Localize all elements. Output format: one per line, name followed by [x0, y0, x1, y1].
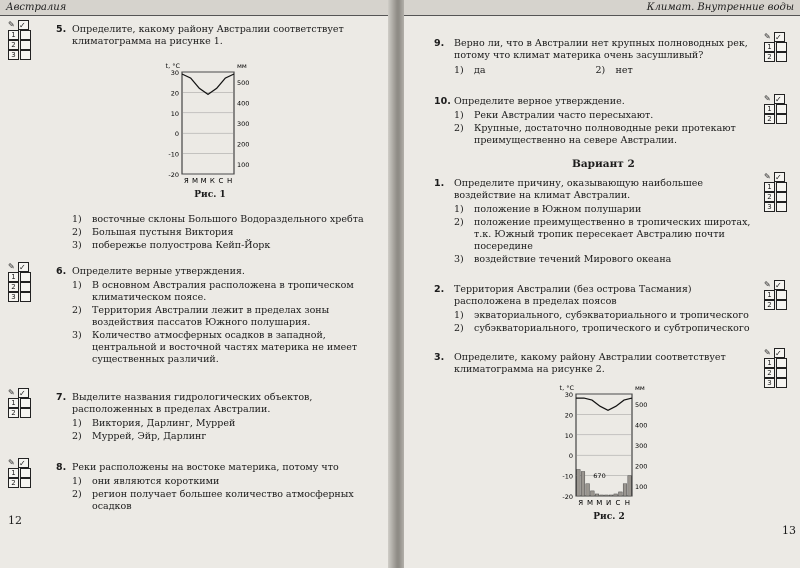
answer-box[interactable]	[20, 468, 31, 478]
figure-2-caption: Рис. 2	[593, 512, 625, 522]
option[interactable]: 1) они являются короткими	[72, 476, 220, 487]
y2-tick-label: 300	[237, 120, 250, 128]
answer-box[interactable]	[20, 40, 31, 50]
pencil-icon: ✎	[8, 20, 15, 29]
month-label: Н	[227, 177, 233, 185]
y-tick-label: 20	[564, 411, 573, 420]
answer-box[interactable]	[776, 42, 787, 52]
precipitation-bar	[581, 472, 585, 496]
question-text: Определите, какому району Австралии соответствует климатограмма на рисунке 2.	[454, 352, 726, 375]
pencil-icon: ✎	[764, 94, 771, 103]
y2-tick-label: 200	[237, 140, 250, 149]
precipitation-bar	[609, 495, 613, 496]
month-label: К	[209, 177, 215, 185]
month-label: Н	[624, 499, 630, 507]
y-tick-label: -10	[562, 472, 573, 481]
y2-axis-label: мм	[237, 62, 247, 70]
answer-box[interactable]	[776, 358, 787, 368]
temperature-line	[182, 74, 234, 94]
checkbox-icon[interactable]: ✓	[774, 32, 785, 42]
option[interactable]: 2) Муррей, Эйр, Дарлинг	[72, 431, 207, 442]
option[interactable]: 1) экваториального, субэкваториального и тропического	[454, 310, 749, 321]
precipitation-bar	[586, 484, 590, 496]
precipitation-bar	[628, 476, 632, 496]
question-text: Определите верное утверждение.	[454, 96, 625, 107]
y2-tick-label: 100	[635, 482, 648, 491]
precipitation-bar	[591, 491, 595, 496]
option[interactable]: 1) Виктория, Дарлинг, Муррей	[72, 418, 236, 429]
pencil-icon: ✎	[764, 348, 771, 357]
option[interactable]: 2) Крупные, достаточно полноводные реки протекают преимущественно на севере Австралии.	[454, 123, 736, 146]
climatogram-figure-1	[150, 58, 270, 188]
answer-box[interactable]	[776, 300, 787, 310]
month-label: С	[218, 177, 224, 185]
y-tick-label: -10	[168, 150, 179, 159]
question-8: 8. Реки расположены на востоке материка, потому что 1) они являются короткими 2) регион получает большее количество атмосферных осадков	[56, 462, 374, 513]
question-text: Определите верные утверждения.	[72, 266, 245, 277]
y-tick-label: -20	[168, 171, 179, 179]
answer-box[interactable]	[776, 182, 787, 192]
month-label: Я	[183, 177, 189, 185]
answer-box[interactable]	[20, 398, 31, 408]
y-tick-label: 10	[170, 109, 179, 118]
precipitation-bar	[605, 495, 609, 496]
month-label: И	[606, 499, 612, 507]
question-text: Определите причину, оказывающую наибольшее воздействие на климат Австралии.	[454, 178, 703, 201]
answer-marks-q10: ✎ ✓ 1 2	[764, 94, 794, 124]
month-label: С	[615, 499, 621, 507]
option[interactable]: 2) субэкваториального, тропического и субтропического	[454, 323, 750, 334]
checkbox-icon[interactable]: ✓	[18, 458, 29, 468]
annual-precip-label: 670	[593, 472, 606, 480]
question-v2-1: 1. Определите причину, оказывающую наибольшее воздействие на климат Австралии. 1) положение в Южном полушарии 2) положение преимущественно в тропических широтах, т.к. Южный тропик пересекает Австралию почти посередине 3) воздействие течений Мирового океана	[434, 178, 754, 266]
pencil-icon: ✎	[8, 388, 15, 397]
checkbox-icon[interactable]: ✓	[18, 20, 29, 30]
pencil-icon: ✎	[764, 32, 771, 41]
answer-box[interactable]	[776, 192, 787, 202]
pencil-icon: ✎	[764, 280, 771, 289]
option[interactable]: 2) регион получает большее количество атмосферных осадков	[72, 489, 354, 512]
checkbox-icon[interactable]: ✓	[774, 348, 785, 358]
y-tick-label: 30	[564, 391, 573, 399]
answer-marks-q6: ✎ ✓ 1 2 3	[8, 262, 38, 302]
page-number-left: 12	[8, 514, 22, 527]
answer-box[interactable]	[20, 30, 31, 40]
answer-marks-v2-q2: ✎ ✓ 1 2	[764, 280, 794, 310]
precipitation-bar	[600, 495, 604, 496]
question-text: Реки расположены на востоке материка, потому что	[72, 462, 339, 473]
temperature-line	[576, 398, 632, 410]
precipitation-bar	[619, 492, 623, 496]
question-9: 9. Верно ли, что в Австралии нет крупных полноводных рек, потому что климат материка очень засушливый? 1) да 2) нет	[434, 38, 754, 77]
figure-1-caption: Рис. 1	[194, 190, 226, 200]
chart-figure-2	[560, 384, 648, 507]
y2-tick-label: 200	[635, 462, 648, 471]
answer-marks-v2-q3: ✎ ✓ 1 2 3	[764, 348, 794, 388]
answer-box[interactable]	[20, 50, 31, 60]
checkbox-icon[interactable]: ✓	[774, 94, 785, 104]
answer-marks-q9: ✎ ✓ 1 2	[764, 32, 794, 62]
y-tick-label: 0	[174, 130, 179, 139]
y2-tick-label: 400	[635, 421, 648, 430]
question-v2-3: 3. Определите, какому району Австралии соответствует климатограмма на рисунке 2.	[434, 352, 754, 376]
y2-tick-label: 500	[635, 401, 648, 410]
answer-box[interactable]	[776, 202, 787, 212]
pencil-icon: ✎	[8, 458, 15, 467]
answer-box[interactable]	[776, 378, 787, 388]
question-text: Определите, какому району Австралии соответствует климатограмма на рисунке 1.	[72, 24, 344, 47]
option[interactable]: 3) побережье полуострова Кейп-Йорк	[72, 240, 271, 251]
y2-axis-label: мм	[635, 384, 645, 392]
answer-box[interactable]	[20, 478, 31, 488]
answer-box[interactable]	[20, 282, 31, 292]
precipitation-bar	[623, 484, 627, 496]
question-7: 7. Выделите названия гидрологических объектов, расположенных в пределах Австралии. 1) Виктория, Дарлинг, Муррей 2) Муррей, Эйр, Дарлинг	[56, 392, 374, 443]
chart-figure-1	[166, 62, 250, 185]
option[interactable]: 2) положение преимущественно в тропических широтах, т.к. Южный тропик пересекает Австралию почти посередине	[454, 217, 751, 252]
right-running-head: Климат. Внутренние воды	[404, 0, 800, 16]
month-label: Я	[578, 499, 584, 507]
checkbox-icon[interactable]: ✓	[774, 280, 785, 290]
question-5-options	[56, 212, 374, 252]
answer-marks-q7: ✎ ✓ 1 2	[8, 388, 38, 418]
answer-marks-v2-q1: ✎ ✓ 1 2 3	[764, 172, 794, 212]
right-page	[404, 0, 800, 568]
pencil-icon: ✎	[764, 172, 771, 181]
y-tick-label: 30	[170, 69, 179, 77]
question-10: 10. Определите верное утверждение. 1) Реки Австралии часто пересыхают. 2) Крупные, достаточно полноводные реки протекают преимущественно на севере Австралии.	[434, 96, 754, 147]
answer-box[interactable]	[776, 52, 787, 62]
month-label: М	[200, 177, 207, 185]
option[interactable]: 2) нет	[595, 65, 633, 76]
y2-tick-label: 500	[237, 79, 250, 88]
month-label: М	[191, 177, 199, 185]
month-label: М	[596, 499, 603, 507]
option[interactable]: 2) Территория Австралии лежит в пределах зоны воздействия пассатов Южного полушария.	[72, 305, 330, 328]
option[interactable]: 2) Большая пустыня Виктория	[72, 227, 234, 238]
precipitation-bar	[577, 469, 581, 496]
option[interactable]: 1) В основном Австралия расположена в тропическом климатическом поясе.	[72, 280, 354, 303]
precipitation-bar	[595, 494, 599, 496]
option[interactable]: 3) воздействие течений Мирового океана	[454, 254, 672, 265]
y2-tick-label: 400	[237, 99, 250, 108]
option[interactable]: 1) да	[454, 65, 486, 76]
y-tick-label: 0	[568, 452, 573, 461]
answer-box[interactable]	[20, 408, 31, 418]
question-text: Выделите названия гидрологических объектов, расположенных в пределах Австралии.	[72, 392, 313, 415]
left-page	[0, 0, 392, 568]
option[interactable]: 1) Реки Австралии часто пересыхают.	[454, 110, 654, 121]
answer-box[interactable]	[776, 104, 787, 114]
pencil-icon: ✎	[8, 262, 15, 271]
variant-title: Вариант 2	[572, 158, 635, 170]
answer-box[interactable]	[20, 292, 31, 302]
option[interactable]: 1) восточные склоны Большого Водораздельного хребта	[72, 214, 364, 225]
y-axis-label: t, °C	[165, 62, 180, 70]
answer-marks-q8: ✎ ✓ 1 2	[8, 458, 38, 488]
question-6: 6. Определите верные утверждения. 1) В основном Австралия расположена в тропическом климатическом поясе. 2) Территория Австралии лежит в пределах зоны воздействия пассатов Южного полушария. 3) Количество атмосферных осадков в западной, центральной и восточной частях материка не имеет существенных различий.	[56, 266, 374, 366]
precipitation-bar	[614, 494, 618, 496]
question-text: Верно ли, что в Австралии нет крупных полноводных рек, потому что климат материка очень засушливый?	[454, 38, 748, 61]
answer-box[interactable]	[776, 114, 787, 124]
plot-frame	[182, 72, 234, 174]
answer-marks-q5: ✎ ✓ 1 2 3	[8, 20, 38, 60]
checkbox-icon[interactable]: ✓	[774, 172, 785, 182]
y-tick-label: 10	[564, 431, 573, 440]
month-label: М	[586, 499, 594, 507]
checkbox-icon[interactable]: ✓	[18, 388, 29, 398]
answer-box[interactable]	[20, 272, 31, 282]
y2-tick-label: 300	[635, 442, 648, 450]
climatogram-figure-2	[544, 380, 674, 510]
y-tick-label: -20	[562, 493, 573, 501]
answer-box[interactable]	[776, 290, 787, 300]
checkbox-icon[interactable]: ✓	[18, 262, 29, 272]
left-running-head: Австралия	[0, 0, 392, 16]
option[interactable]: 3) Количество атмосферных осадков в западной, центральной и восточной частях материка не имеет существенных различий.	[72, 330, 358, 365]
question-text: Территория Австралии (без острова Тасмания) расположена в пределах поясов	[454, 284, 692, 307]
answer-box[interactable]	[776, 368, 787, 378]
question-v2-2: 2. Территория Австралии (без острова Тасмания) расположена в пределах поясов 1) экваториального, субэкваториального и тропического 2) субэкваториального, тропического и субтропического	[434, 284, 754, 335]
option[interactable]: 1) положение в Южном полушарии	[454, 204, 642, 215]
page-number-right: 13	[782, 524, 796, 537]
y-tick-label: 20	[170, 89, 179, 98]
question-5: 5. Определите, какому району Австралии соответствует климатограмма на рисунке 1.	[56, 24, 374, 48]
y-axis-label: t, °C	[559, 384, 574, 392]
y2-tick-label: 100	[237, 160, 250, 169]
